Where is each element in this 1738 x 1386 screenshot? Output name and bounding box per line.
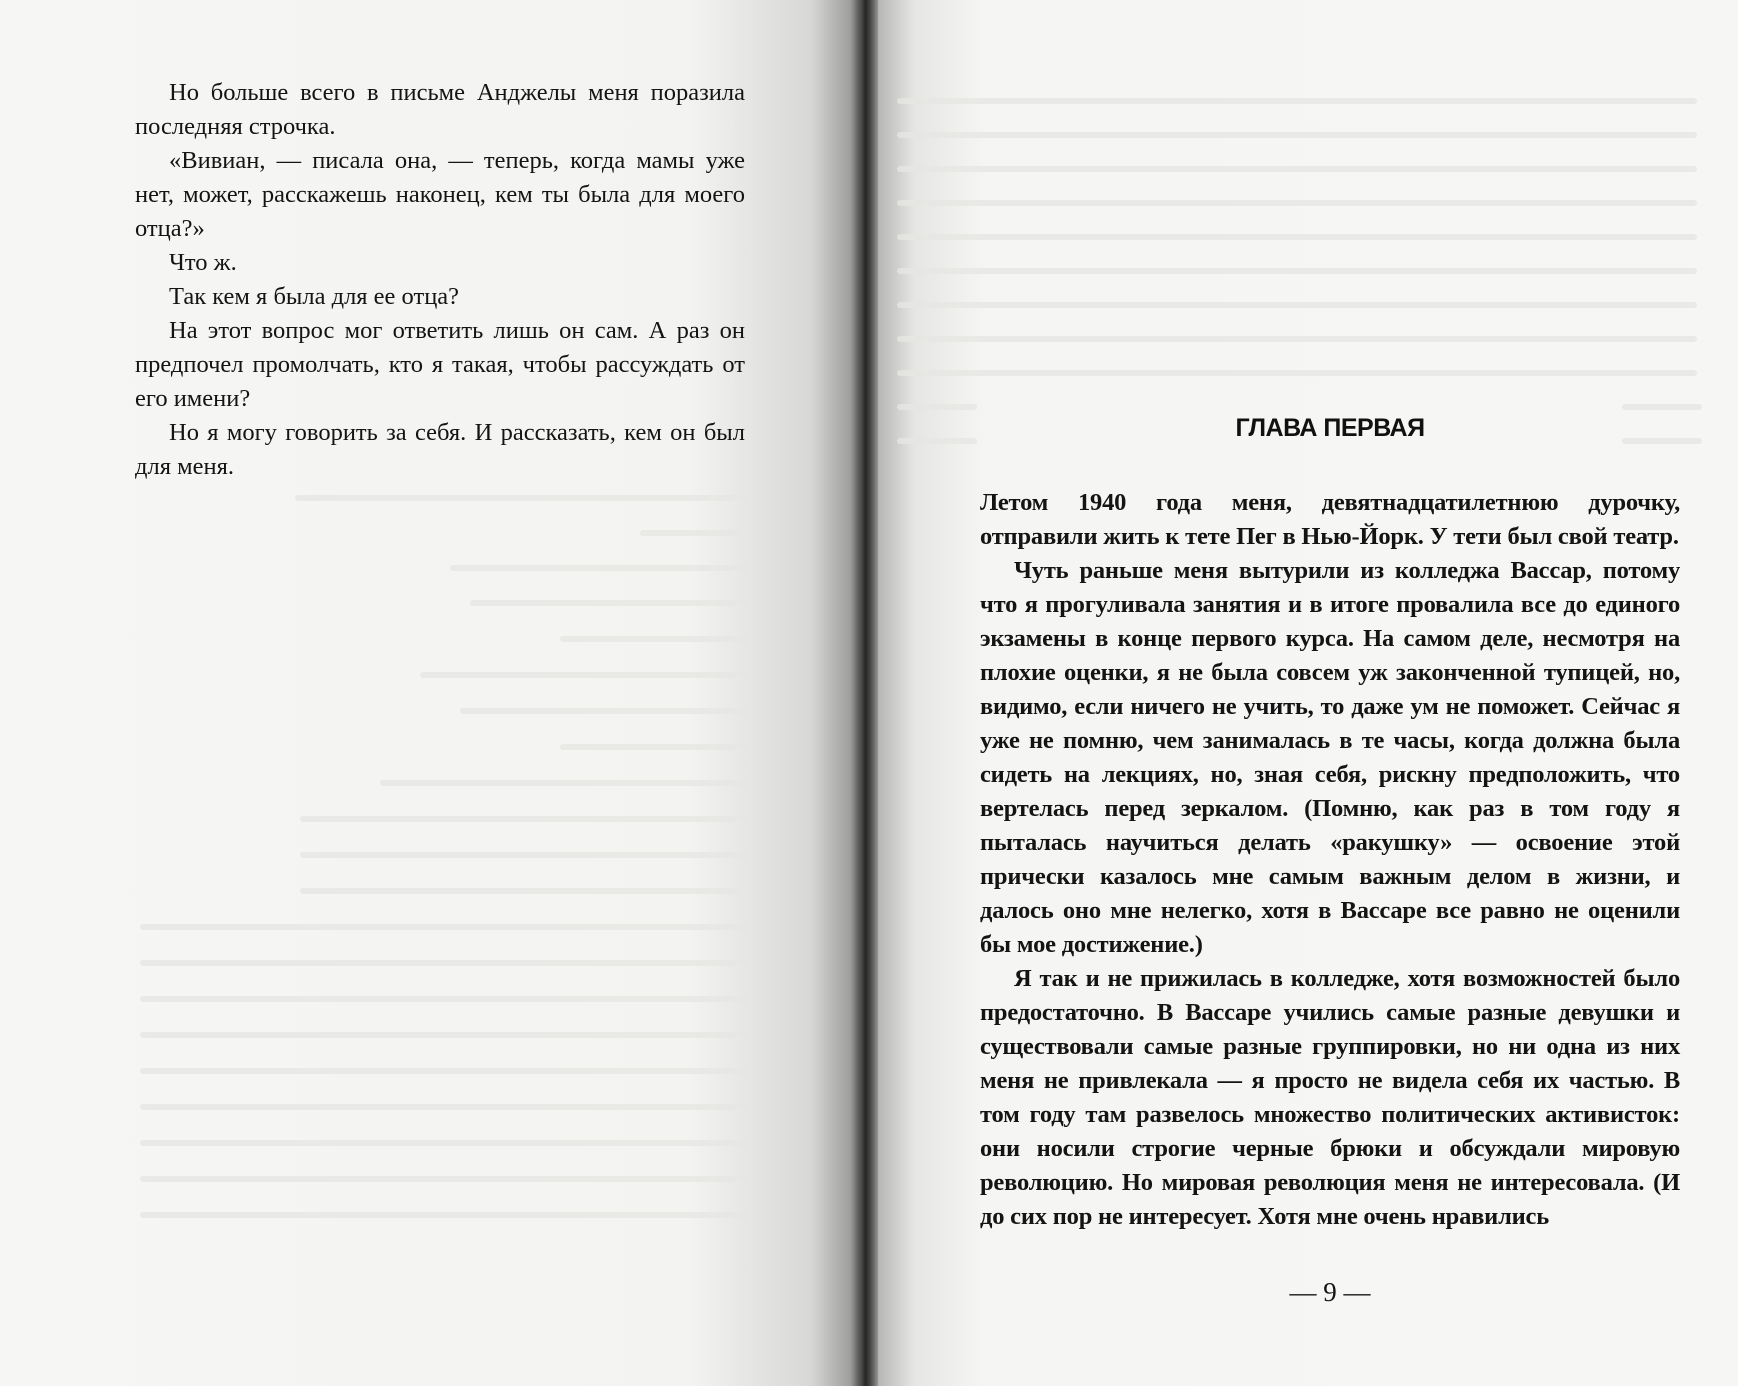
paragraph: Так кем я была для ее отца? <box>169 283 460 310</box>
paragraph: «Вивиан, — писала она, — теперь, когда мамы уже нет, может, расскажешь наконец, кем ты была для моего отца?» <box>135 147 745 242</box>
chapter-title: ГЛАВА ПЕРВАЯ <box>1235 414 1425 442</box>
book-gutter <box>850 0 878 1386</box>
paragraph: Я так и не прижилась в колледже, хотя возможностей было предостаточно. В Вассаре учились самые разные девушки и существовали самые разные группировки, но ни одна из них меня не привлекала — я просто не видела себя их частью. В том году там развелось множество политических активисток: они носили строгие черные брюки и обсуждали мировую революцию. Но мировая революция меня не интересовала. (И до сих пор не интересует. Хотя мне очень нравились <box>980 965 1680 1230</box>
page-number: — 9 — <box>1289 1277 1371 1307</box>
left-page <box>0 0 862 1386</box>
paragraph: Но я могу говорить за себя. И рассказать, кем он был для меня. <box>135 419 745 480</box>
paragraph: Летом 1940 года меня, девятнадцатилетнюю дурочку, отправили жить к тете Пег в Нью-Йорк. У тети был свой театр. <box>980 489 1680 550</box>
paragraph: Что ж. <box>169 249 237 276</box>
paragraph: На этот вопрос мог ответить лишь он сам. А раз он предпочел промолчать, кто я такая, чтобы рассуждать от его имени? <box>135 317 745 412</box>
paragraph: Чуть раньше меня вытурили из колледжа Вассар, потому что я прогуливала занятия и в итоге провалила все до единого экзамены в конце первого курса. На самом деле, несмотря на плохие оценки, я не была совсем уж законченной тупицей, но, видимо, если ничего не учить, то даже ум не поможет. Сейчас я уже не помню, чем занималась в те часы, когда должна была сидеть на лекциях, но, зная себя, рискну предположить, что вертелась перед зеркалом. (Помню, как раз в том году я пыталась научиться делать «ракушку» — освоение этой прически казалось мне самым важным делом в жизни, и далось оно мне нелегко, хотя в Вассаре все равно не оценили бы мое достижение.) <box>980 557 1680 958</box>
left-page-text <box>135 76 745 484</box>
paragraph: Но больше всего в письме Анджелы меня поразила последняя строчка. <box>135 79 745 140</box>
right-page-text <box>980 486 1680 1234</box>
